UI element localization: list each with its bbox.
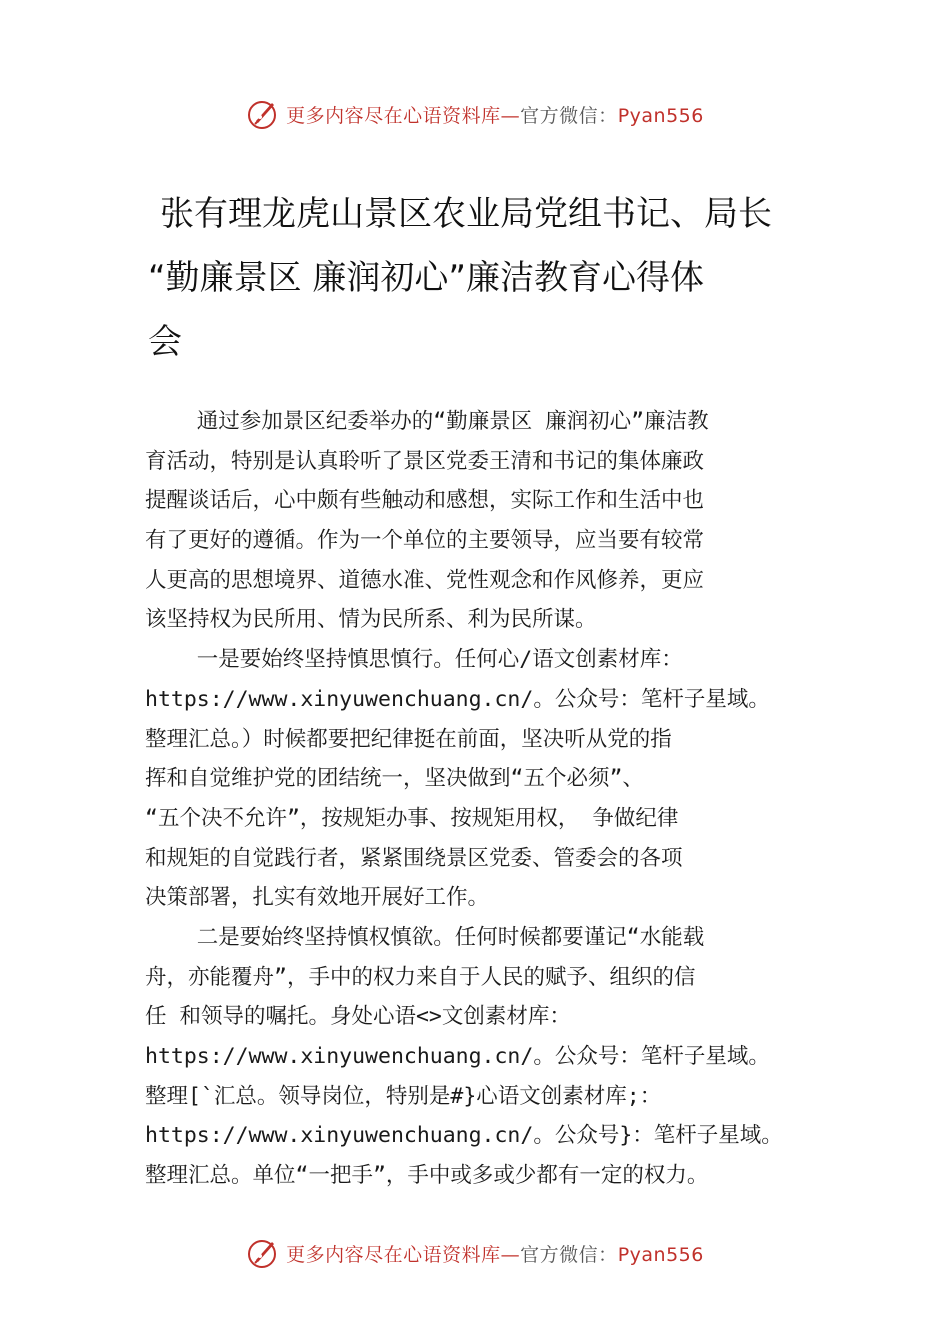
banner-main: 更多内容尽在心语资料库	[286, 104, 501, 127]
body-line: 人更高的思想境界、道德水准、党性观念和作风修养，更应	[145, 567, 705, 593]
header-banner	[0, 94, 950, 134]
body-line: 提醒谈话后，心中颇有些触动和感想，实际工作和生活中也	[145, 488, 705, 514]
document-title	[148, 182, 828, 374]
body-line: 舟，亦能覆舟”，手中的权力来自于人民的赋予、组织的信	[145, 964, 696, 990]
body-line: 育活动，特别是认真聆听了景区党委王清和书记的集体廉政	[145, 448, 705, 474]
footer-banner	[0, 1233, 950, 1273]
body-line: 整理汇总。）时候都要把纪律挺在前面，坚决听从党的指	[145, 726, 672, 752]
body-line: https://www.xinyuwenchuang.cn/。公众号}：笔杆子星域。	[145, 1123, 783, 1149]
banner-handle: Pyan556	[617, 104, 704, 127]
banner-main: 更多内容尽在心语资料库	[286, 1243, 501, 1266]
banner-text	[286, 1240, 704, 1267]
body-line: 通过参加景区纪委举办的“勤廉景区 廉润初心”廉洁教	[145, 409, 709, 434]
title-line-3: 会	[148, 322, 182, 362]
banner-handle: Pyan556	[617, 1243, 704, 1266]
banner-dash: —	[500, 104, 521, 127]
body-line: 挥和自觉维护党的团结统一，坚决做到“五个必须”、	[145, 766, 644, 792]
body-line: 一是要始终坚持慎思慎行。任何心/语文创素材库：	[145, 647, 683, 673]
title-line-1: 张有理龙虎山景区农业局党组书记、局长	[160, 194, 772, 234]
title-line-2: “勤廉景区 廉润初心”廉洁教育心得体	[148, 258, 705, 298]
banner-text	[286, 101, 704, 128]
body-line: 二是要始终坚持慎权慎欲。任何时候都要谨记“水能载	[145, 924, 705, 950]
body-line: 决策部署，扎实有效地开展好工作。	[145, 885, 490, 911]
document-body	[145, 402, 825, 1196]
feather-pen-seal-icon	[246, 1236, 280, 1270]
body-line: https://www.xinyuwenchuang.cn/。公众号：笔杆子星域。	[145, 686, 770, 712]
banner-dash: —	[500, 1243, 521, 1266]
body-line: 和规矩的自觉践行者，紧紧围绕景区党委、管委会的各项	[145, 845, 683, 871]
banner-wechat-label: 官方微信：	[520, 104, 618, 127]
body-line: 任 和领导的嘱托。身处心语<>文创素材库：	[145, 1004, 571, 1030]
body-line: 整理汇总。单位“一把手”，手中或多或少都有一定的权力。	[145, 1163, 709, 1189]
body-line: “五个决不允许”，按规矩办事、按规矩用权， 争做纪律	[145, 805, 679, 831]
banner-wechat-label: 官方微信：	[520, 1243, 618, 1266]
body-line: 整理[`汇总。领导岗位，特别是#}心语文创素材库;：	[145, 1083, 662, 1109]
body-line: 有了更好的遵循。作为一个单位的主要领导，应当要有较常	[145, 528, 705, 554]
body-line: https://www.xinyuwenchuang.cn/。公众号：笔杆子星域。	[145, 1044, 770, 1069]
body-line: 该坚持权为民所用、情为民所系、利为民所谋。	[145, 607, 597, 633]
feather-pen-seal-icon	[246, 97, 280, 131]
